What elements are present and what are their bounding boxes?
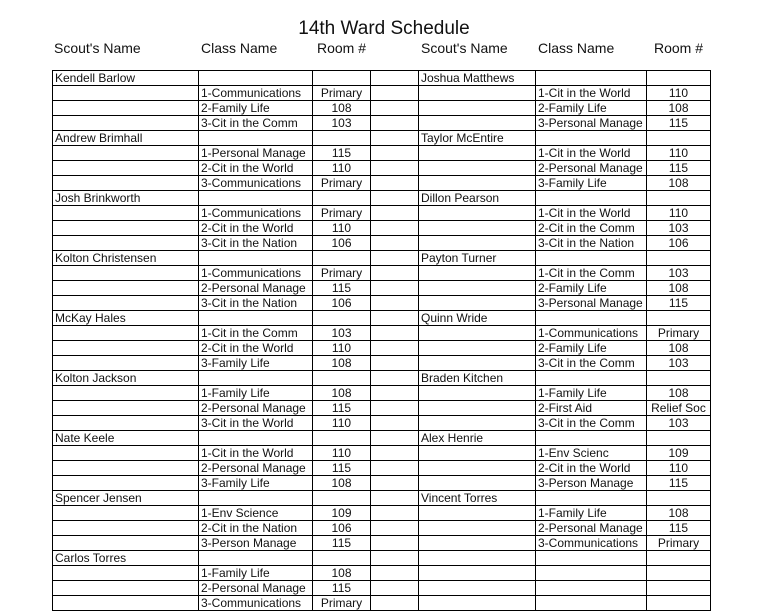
cell-room-right <box>647 491 711 506</box>
cell-room-right: 115 <box>647 116 711 131</box>
cell-scout-name-right: Alex Henrie <box>419 431 536 446</box>
cell-gap <box>371 551 419 566</box>
cell-scout-name-right <box>419 161 536 176</box>
cell-gap <box>371 86 419 101</box>
cell-class-left <box>199 551 313 566</box>
cell-scout-name-left: Kendell Barlow <box>53 71 199 86</box>
cell-class-right: 3-Personal Manage <box>536 296 647 311</box>
cell-class-right: 3-Person Manage <box>536 476 647 491</box>
cell-scout-name-left <box>53 476 199 491</box>
cell-room-right <box>647 191 711 206</box>
cell-room-left: 108 <box>313 476 371 491</box>
cell-class-left: 3-Cit in the Comm <box>199 116 313 131</box>
cell-class-left <box>199 491 313 506</box>
cell-room-right <box>647 371 711 386</box>
cell-class-left: 2-Personal Manage <box>199 581 313 596</box>
cell-room-left: 115 <box>313 401 371 416</box>
cell-scout-name-right <box>419 356 536 371</box>
cell-gap <box>371 326 419 341</box>
cell-class-right <box>536 431 647 446</box>
cell-class-left <box>199 371 313 386</box>
cell-room-left: 115 <box>313 581 371 596</box>
cell-room-right <box>647 251 711 266</box>
cell-class-right: 1-Family Life <box>536 386 647 401</box>
cell-class-left <box>199 311 313 326</box>
table-row <box>53 446 711 461</box>
cell-gap <box>371 371 419 386</box>
cell-class-right: 2-Cit in the Comm <box>536 221 647 236</box>
cell-room-left: 108 <box>313 566 371 581</box>
cell-room-left: 108 <box>313 101 371 116</box>
cell-class-left: 2-Personal Manage <box>199 461 313 476</box>
cell-class-right <box>536 311 647 326</box>
table-row <box>53 566 711 581</box>
cell-room-right: 108 <box>647 101 711 116</box>
cell-class-right: 1-Cit in the Comm <box>536 266 647 281</box>
cell-room-right: 108 <box>647 341 711 356</box>
cell-class-right: 3-Family Life <box>536 176 647 191</box>
cell-room-right <box>647 431 711 446</box>
header-left-room: Room # <box>317 40 367 56</box>
cell-room-right: 103 <box>647 266 711 281</box>
cell-class-left: 2-Cit in the World <box>199 221 313 236</box>
cell-scout-name-left <box>53 161 199 176</box>
cell-class-right: 2-Personal Manage <box>536 521 647 536</box>
cell-gap <box>371 506 419 521</box>
cell-gap <box>371 596 419 611</box>
cell-class-right <box>536 131 647 146</box>
cell-scout-name-left <box>53 461 199 476</box>
cell-scout-name-left <box>53 536 199 551</box>
cell-class-left: 3-Cit in the World <box>199 416 313 431</box>
cell-scout-name-right <box>419 221 536 236</box>
table-row <box>53 146 711 161</box>
table-row <box>53 596 711 611</box>
table-row <box>53 551 711 566</box>
cell-scout-name-left <box>53 221 199 236</box>
cell-gap <box>371 221 419 236</box>
header-left-class-name: Class Name <box>201 40 278 56</box>
cell-scout-name-left: Carlos Torres <box>53 551 199 566</box>
table-row <box>53 341 711 356</box>
cell-room-right: 108 <box>647 176 711 191</box>
cell-scout-name-right: Taylor McEntire <box>419 131 536 146</box>
cell-class-left: 1-Communications <box>199 266 313 281</box>
cell-gap <box>371 251 419 266</box>
cell-gap <box>371 341 419 356</box>
cell-room-left: 106 <box>313 236 371 251</box>
cell-scout-name-right <box>419 581 536 596</box>
cell-scout-name-left: Josh Brinkworth <box>53 191 199 206</box>
table-row <box>53 101 711 116</box>
table-row <box>53 191 711 206</box>
cell-room-left: Primary <box>313 596 371 611</box>
cell-gap <box>371 71 419 86</box>
cell-gap <box>371 296 419 311</box>
cell-scout-name-right <box>419 476 536 491</box>
cell-room-left: 106 <box>313 296 371 311</box>
cell-class-left <box>199 431 313 446</box>
cell-scout-name-left <box>53 506 199 521</box>
table-row <box>53 86 711 101</box>
cell-class-right <box>536 581 647 596</box>
cell-room-left: Primary <box>313 206 371 221</box>
cell-class-right: 3-Personal Manage <box>536 116 647 131</box>
cell-room-left: Primary <box>313 266 371 281</box>
cell-class-right <box>536 371 647 386</box>
cell-room-right: 115 <box>647 521 711 536</box>
cell-class-right <box>536 566 647 581</box>
table-row <box>53 131 711 146</box>
table-row <box>53 281 711 296</box>
table-row <box>53 266 711 281</box>
cell-room-right: 103 <box>647 221 711 236</box>
cell-gap <box>371 536 419 551</box>
cell-scout-name-left <box>53 401 199 416</box>
table-row <box>53 296 711 311</box>
cell-scout-name-left <box>53 146 199 161</box>
cell-gap <box>371 446 419 461</box>
table-row <box>53 416 711 431</box>
cell-gap <box>371 461 419 476</box>
cell-scout-name-right <box>419 536 536 551</box>
header-right-class-name: Class Name <box>538 40 615 56</box>
table-row <box>53 476 711 491</box>
cell-room-left: 115 <box>313 536 371 551</box>
cell-room-right: 106 <box>647 236 711 251</box>
cell-room-right <box>647 566 711 581</box>
cell-class-left: 3-Communications <box>199 596 313 611</box>
cell-scout-name-right <box>419 521 536 536</box>
cell-scout-name-left: Andrew Brimhall <box>53 131 199 146</box>
cell-scout-name-left <box>53 266 199 281</box>
table-row <box>53 116 711 131</box>
table-row <box>53 311 711 326</box>
cell-class-right <box>536 251 647 266</box>
cell-room-right: 110 <box>647 461 711 476</box>
cell-scout-name-left: McKay Hales <box>53 311 199 326</box>
cell-class-right <box>536 596 647 611</box>
cell-gap <box>371 431 419 446</box>
cell-scout-name-left: Nate Keele <box>53 431 199 446</box>
cell-room-right <box>647 596 711 611</box>
cell-room-left <box>313 371 371 386</box>
cell-scout-name-right <box>419 266 536 281</box>
table-row <box>53 461 711 476</box>
cell-scout-name-right <box>419 401 536 416</box>
table-row <box>53 161 711 176</box>
cell-room-right <box>647 311 711 326</box>
cell-scout-name-left <box>53 206 199 221</box>
cell-class-left: 1-Communications <box>199 86 313 101</box>
cell-class-right: 1-Cit in the World <box>536 146 647 161</box>
cell-class-right: 2-Family Life <box>536 341 647 356</box>
cell-class-left: 1-Family Life <box>199 386 313 401</box>
cell-room-left: 108 <box>313 356 371 371</box>
cell-room-right: 115 <box>647 161 711 176</box>
header-right-scout-name: Scout's Name <box>421 40 508 56</box>
cell-room-right: 108 <box>647 506 711 521</box>
cell-scout-name-right <box>419 566 536 581</box>
cell-scout-name-right <box>419 176 536 191</box>
cell-room-left: 109 <box>313 506 371 521</box>
cell-gap <box>371 191 419 206</box>
cell-room-left <box>313 431 371 446</box>
cell-room-left: 103 <box>313 326 371 341</box>
cell-room-left: 115 <box>313 461 371 476</box>
cell-room-left <box>313 191 371 206</box>
cell-class-left: 1-Communications <box>199 206 313 221</box>
cell-class-left: 2-Cit in the World <box>199 341 313 356</box>
cell-scout-name-right <box>419 416 536 431</box>
cell-class-right: 1-Cit in the World <box>536 206 647 221</box>
cell-class-right: 1-Family Life <box>536 506 647 521</box>
cell-scout-name-left <box>53 86 199 101</box>
cell-scout-name-left <box>53 581 199 596</box>
cell-class-left: 3-Person Manage <box>199 536 313 551</box>
cell-scout-name-left <box>53 356 199 371</box>
cell-scout-name-right: Joshua Matthews <box>419 71 536 86</box>
table-row <box>53 386 711 401</box>
table-row <box>53 326 711 341</box>
cell-scout-name-right <box>419 236 536 251</box>
cell-class-right: 3-Communications <box>536 536 647 551</box>
cell-class-right: 2-Cit in the World <box>536 461 647 476</box>
cell-class-right: 2-Family Life <box>536 281 647 296</box>
table-row <box>53 221 711 236</box>
cell-room-right: 110 <box>647 206 711 221</box>
cell-room-right <box>647 131 711 146</box>
cell-class-right <box>536 491 647 506</box>
header-left-scout-name: Scout's Name <box>54 40 141 56</box>
table-row <box>53 371 711 386</box>
table-row <box>53 506 711 521</box>
cell-room-right <box>647 71 711 86</box>
cell-gap <box>371 146 419 161</box>
cell-class-right <box>536 71 647 86</box>
cell-room-left: Primary <box>313 176 371 191</box>
cell-room-left: 110 <box>313 341 371 356</box>
cell-scout-name-right: Quinn Wride <box>419 311 536 326</box>
cell-class-left: 3-Cit in the Nation <box>199 236 313 251</box>
cell-scout-name-right <box>419 326 536 341</box>
cell-room-right: 108 <box>647 386 711 401</box>
cell-scout-name-right <box>419 446 536 461</box>
table-row <box>53 236 711 251</box>
table-row <box>53 521 711 536</box>
cell-scout-name-right <box>419 281 536 296</box>
cell-scout-name-left <box>53 296 199 311</box>
cell-class-left: 3-Family Life <box>199 476 313 491</box>
cell-scout-name-right <box>419 461 536 476</box>
cell-gap <box>371 521 419 536</box>
cell-scout-name-left <box>53 521 199 536</box>
cell-class-right: 3-Cit in the Comm <box>536 416 647 431</box>
cell-room-left: 108 <box>313 386 371 401</box>
cell-scout-name-right: Payton Turner <box>419 251 536 266</box>
cell-scout-name-right <box>419 146 536 161</box>
cell-room-right: Relief Soc <box>647 401 711 416</box>
cell-room-left: 110 <box>313 416 371 431</box>
cell-gap <box>371 476 419 491</box>
cell-class-left: 1-Family Life <box>199 566 313 581</box>
cell-room-left: 103 <box>313 116 371 131</box>
cell-class-left: 2-Personal Manage <box>199 281 313 296</box>
cell-gap <box>371 416 419 431</box>
cell-scout-name-left <box>53 386 199 401</box>
cell-class-right: 1-Cit in the World <box>536 86 647 101</box>
table-row <box>53 251 711 266</box>
cell-room-left: 110 <box>313 161 371 176</box>
cell-class-right: 1-Communications <box>536 326 647 341</box>
cell-room-right: Primary <box>647 326 711 341</box>
cell-scout-name-right <box>419 296 536 311</box>
cell-gap <box>371 176 419 191</box>
cell-class-right <box>536 551 647 566</box>
table-row <box>53 206 711 221</box>
cell-class-right: 2-Family Life <box>536 101 647 116</box>
cell-scout-name-left <box>53 101 199 116</box>
cell-gap <box>371 491 419 506</box>
cell-class-left: 3-Communications <box>199 176 313 191</box>
cell-room-right: 110 <box>647 86 711 101</box>
table-row <box>53 581 711 596</box>
cell-room-right <box>647 581 711 596</box>
cell-class-left <box>199 191 313 206</box>
cell-scout-name-right <box>419 596 536 611</box>
cell-gap <box>371 581 419 596</box>
cell-room-right <box>647 551 711 566</box>
cell-gap <box>371 101 419 116</box>
cell-gap <box>371 236 419 251</box>
cell-class-left: 2-Cit in the World <box>199 161 313 176</box>
cell-room-right: 115 <box>647 476 711 491</box>
cell-room-right: 115 <box>647 296 711 311</box>
cell-room-left <box>313 71 371 86</box>
cell-scout-name-left <box>53 446 199 461</box>
cell-class-right: 1-Env Scienc <box>536 446 647 461</box>
cell-scout-name-right <box>419 341 536 356</box>
cell-gap <box>371 566 419 581</box>
cell-scout-name-left: Kolton Christensen <box>53 251 199 266</box>
cell-room-left <box>313 131 371 146</box>
cell-class-right: 2-First Aid <box>536 401 647 416</box>
schedule-table <box>52 70 711 611</box>
table-row <box>53 401 711 416</box>
cell-scout-name-left <box>53 566 199 581</box>
table-row <box>53 71 711 86</box>
cell-scout-name-left <box>53 416 199 431</box>
cell-class-left: 3-Family Life <box>199 356 313 371</box>
cell-scout-name-right: Vincent Torres <box>419 491 536 506</box>
cell-class-left: 1-Personal Manage <box>199 146 313 161</box>
cell-scout-name-right <box>419 116 536 131</box>
cell-class-left: 2-Family Life <box>199 101 313 116</box>
cell-room-right: 103 <box>647 416 711 431</box>
cell-gap <box>371 356 419 371</box>
cell-gap <box>371 386 419 401</box>
cell-scout-name-right <box>419 386 536 401</box>
table-row <box>53 491 711 506</box>
cell-scout-name-right <box>419 101 536 116</box>
cell-gap <box>371 281 419 296</box>
cell-class-left: 1-Cit in the World <box>199 446 313 461</box>
cell-class-right: 3-Cit in the Comm <box>536 356 647 371</box>
cell-room-left <box>313 491 371 506</box>
cell-scout-name-right <box>419 551 536 566</box>
cell-scout-name-right <box>419 506 536 521</box>
cell-room-right: 109 <box>647 446 711 461</box>
cell-room-right: Primary <box>647 536 711 551</box>
cell-gap <box>371 266 419 281</box>
cell-gap <box>371 401 419 416</box>
table-row <box>53 356 711 371</box>
cell-scout-name-right: Dillon Pearson <box>419 191 536 206</box>
table-row <box>53 431 711 446</box>
cell-class-left <box>199 71 313 86</box>
cell-class-left: 2-Cit in the Nation <box>199 521 313 536</box>
cell-class-left: 3-Cit in the Nation <box>199 296 313 311</box>
cell-scout-name-right <box>419 206 536 221</box>
cell-room-left <box>313 551 371 566</box>
page-title: 14th Ward Schedule <box>298 18 470 39</box>
cell-scout-name-left <box>53 176 199 191</box>
cell-scout-name-right <box>419 86 536 101</box>
cell-room-left: 110 <box>313 221 371 236</box>
table-row <box>53 536 711 551</box>
cell-room-right: 108 <box>647 281 711 296</box>
cell-scout-name-left <box>53 281 199 296</box>
cell-gap <box>371 131 419 146</box>
cell-room-left: Primary <box>313 86 371 101</box>
cell-class-left <box>199 131 313 146</box>
cell-room-left: 115 <box>313 146 371 161</box>
cell-gap <box>371 161 419 176</box>
cell-class-right <box>536 191 647 206</box>
cell-scout-name-left: Spencer Jensen <box>53 491 199 506</box>
cell-gap <box>371 311 419 326</box>
cell-class-left <box>199 251 313 266</box>
cell-class-right: 3-Cit in the Nation <box>536 236 647 251</box>
cell-scout-name-left: Kolton Jackson <box>53 371 199 386</box>
cell-class-left: 2-Personal Manage <box>199 401 313 416</box>
header-right-room: Room # <box>654 40 704 56</box>
cell-room-right: 103 <box>647 356 711 371</box>
cell-room-left: 110 <box>313 446 371 461</box>
cell-scout-name-left <box>53 116 199 131</box>
cell-room-left <box>313 311 371 326</box>
cell-scout-name-left <box>53 326 199 341</box>
cell-scout-name-right: Braden Kitchen <box>419 371 536 386</box>
cell-class-left: 1-Cit in the Comm <box>199 326 313 341</box>
cell-scout-name-left <box>53 596 199 611</box>
cell-gap <box>371 116 419 131</box>
schedule-body <box>53 71 711 611</box>
cell-scout-name-left <box>53 341 199 356</box>
cell-room-left <box>313 251 371 266</box>
cell-scout-name-left <box>53 236 199 251</box>
cell-class-left: 1-Env Science <box>199 506 313 521</box>
cell-room-left: 115 <box>313 281 371 296</box>
cell-gap <box>371 206 419 221</box>
cell-room-right: 110 <box>647 146 711 161</box>
cell-room-left: 106 <box>313 521 371 536</box>
table-row <box>53 176 711 191</box>
cell-class-right: 2-Personal Manage <box>536 161 647 176</box>
